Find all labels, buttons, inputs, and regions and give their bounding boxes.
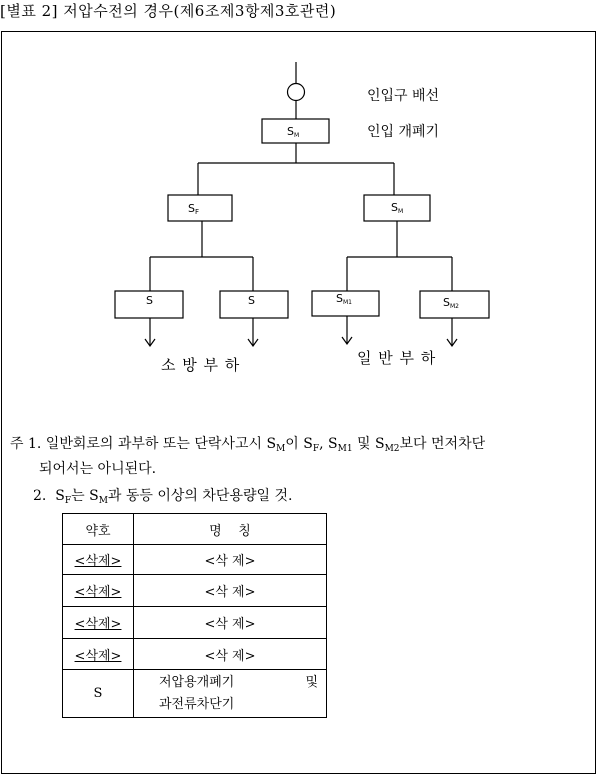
table-row	[63, 639, 327, 670]
note-1-prefix: 주 1.	[10, 436, 42, 452]
page-title: [별표 2] 저압수전의 경우(제6조제3항제3호관련)	[0, 2, 337, 20]
table-row	[63, 575, 327, 607]
table-row	[63, 607, 327, 639]
fire-right-box-label: S	[248, 294, 255, 307]
abbreviation-table	[62, 513, 327, 718]
fire-left-box-label: S	[146, 294, 153, 307]
row-symbol: <삭제>	[74, 585, 122, 600]
incoming-line-label: 인입구 배선	[367, 88, 440, 104]
general-right-box-label: SM2	[443, 296, 459, 310]
main-box-label: SM	[287, 125, 300, 139]
general-left-box-label: SM1	[336, 292, 352, 306]
row-symbol: <삭제>	[74, 648, 122, 664]
table-header-row	[63, 514, 327, 545]
fire-load-label: 소 방 부 하	[161, 356, 241, 374]
row-symbol: <삭제>	[74, 554, 122, 569]
table-row	[63, 670, 327, 718]
row-symbol: <삭제>	[74, 617, 122, 632]
row-name: <삭 제>	[204, 648, 256, 664]
main-switch-label: 인입 개폐기	[367, 124, 440, 140]
source-circle	[288, 84, 305, 101]
fire-box-label: SF	[188, 202, 200, 216]
last-row-symbol: S	[63, 670, 134, 718]
header-symbol: 약호	[63, 514, 134, 545]
general-load-label: 일 반 부 하	[357, 349, 437, 367]
row-name: <삭 제>	[204, 554, 256, 569]
note-2: 2. $S_F$는 $S_M$과 동등 이상의 차단용량일 것.	[33, 488, 293, 506]
header-name: 명 칭	[134, 514, 327, 545]
row-name: <삭 제>	[204, 617, 256, 632]
general-box-label: SM	[391, 201, 404, 215]
last-row-name: 저압용개폐기 및 과전류차단기	[134, 670, 327, 718]
table-row	[63, 545, 327, 575]
row-name: <삭 제>	[204, 585, 256, 600]
note-1-line-1: 주 1. 일반회로의 과부하 또는 단락사고시 $S_M$이 $S_F$, $S_{M1}$ 및 $S_{M2}$보다 먼저차단	[10, 436, 486, 454]
main-switch-box	[262, 119, 329, 143]
note-2-prefix: 2.	[33, 488, 47, 504]
fire-switch-box	[168, 195, 232, 221]
note-1-line-2: 되어서는 아니된다.	[39, 461, 157, 477]
